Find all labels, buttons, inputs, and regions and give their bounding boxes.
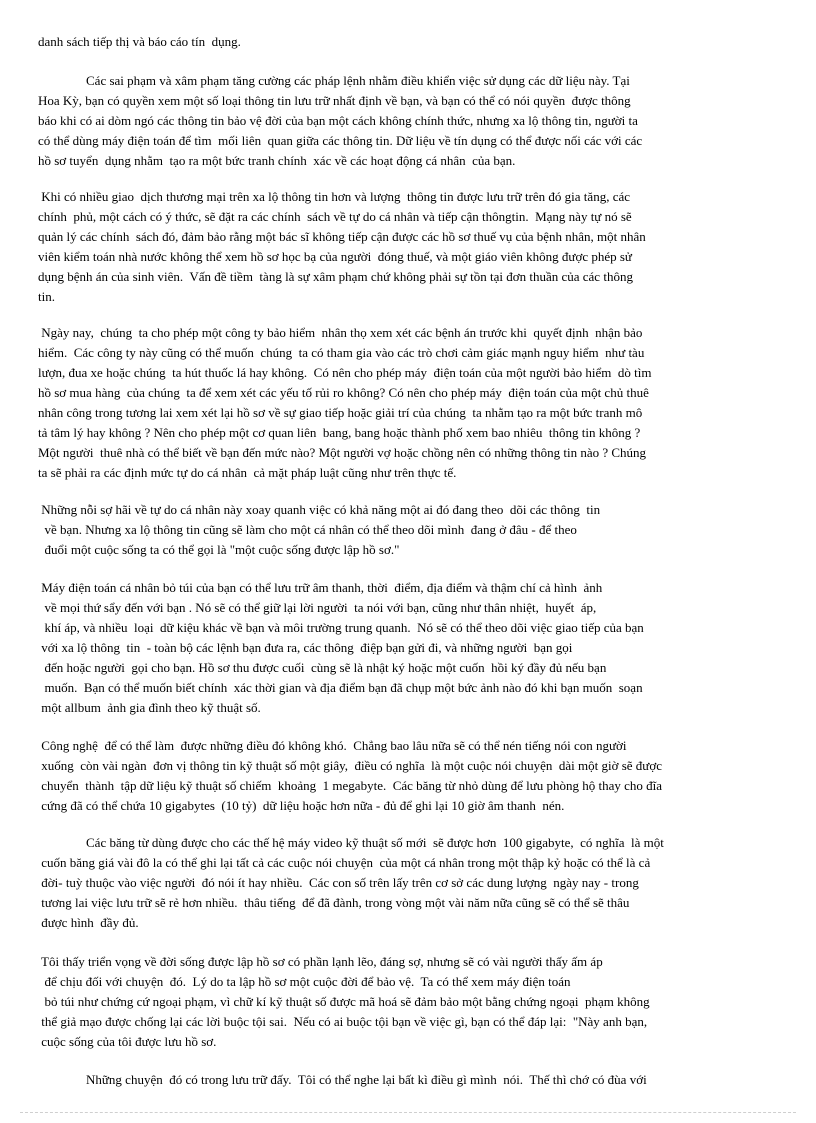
text-line: chính phủ, một cách có ý thức, sẽ đặt ra các chính sách về tự do cá nhân và tiếp cận thôngtin. Mạng này tự nó sẽ	[38, 209, 632, 224]
text-line: Các sai phạm và xâm phạm tăng cường các pháp lệnh nhằm điều khiển việc sử dụng các dữ liệu này. Tại	[86, 73, 630, 88]
text-line: thể giả mạo được chống lại các lời buộc tội sai. Nếu có ai buộc tội bạn về việc gì, bạn có thể đáp lại: "Này anh bạn,	[38, 1014, 648, 1029]
text-line: danh sách tiếp thị và báo cáo tín dụng.	[38, 34, 241, 49]
text-line: dụng bệnh án của sinh viên. Vấn đề tiềm tàng là sự xâm phạm chứ không phải sự tồn tại đơn thuần của các thông	[38, 269, 633, 284]
text-line: quản lý các chính sách đó, đảm bảo rằng một bác sĩ không tiếp cận được các hồ sơ thuế vụ của bệnh nhân, một nhân	[38, 229, 646, 244]
text-line: để chịu đối với chuyện đó. Lý do ta lập hồ sơ một cuộc đời để bảo vệ. Ta có thể xem máy điện toán	[38, 974, 571, 989]
text-line: đến hoặc người gọi cho bạn. Hồ sơ thu được cuối cùng sẽ là nhật ký hoặc một cuốn hồi ký đầy đủ nếu bạn	[38, 660, 607, 675]
text-line: bỏ túi như chứng cứ ngoại phạm, vì chữ kí kỹ thuật số được mã hoá sẽ đảm bảo một bằng chứng ngoại phạm không	[38, 994, 650, 1009]
text-line: Hoa Kỳ, bạn có quyền xem một số loại thông tin lưu trữ nhất định về bạn, và bạn có thể có nói quyền được thông	[38, 93, 631, 108]
text-line: được hình đầy đủ.	[38, 915, 139, 930]
text-line: Những nỗi sợ hãi về tự do cá nhân này xoay quanh việc có khả năng một ai đó đang theo dõi các thông tin	[38, 502, 601, 517]
text-line: khí áp, và nhiều loại dữ kiệu khác về bạn và môi trường trung quanh. Nó sẽ có thể theo dõi việc giao tiếp của bạn	[38, 620, 644, 635]
text-line: với xa lộ thông tin - toàn bộ các lệnh bạn đưa ra, các thông điệp bạn gửi đi, và những người bạn gọi	[38, 640, 573, 655]
text-line: hồ sơ mua hàng của chúng ta để xem xét các yếu tố rủi ro không? Có nên cho phép máy điện toán của một chủ thuê	[38, 385, 649, 400]
text-line: một allbum ảnh gia đình theo kỹ thuật số.	[38, 700, 261, 715]
text-line: tin.	[38, 289, 55, 304]
text-line: lượn, đua xe hoặc chúng ta hút thuốc lá hay không. Có nên cho phép máy điện toán của một người bảo hiểm dò tìm	[38, 365, 652, 380]
text-line: nhân công trong tương lai xem xét lại hồ sơ về sự giao tiếp hoặc giải trí của chúng ta nhằm tạo ra một bức tranh mô	[38, 405, 643, 420]
text-line: Những chuyện đó có trong lưu trữ đấy. Tôi có thể nghe lại bất kì điều gì mình nói. Thế thì chớ có đùa với	[86, 1072, 647, 1087]
text-line: đời- tuỳ thuộc vào việc người đó nói ít hay nhiều. Các con số trên lấy trên cơ sở các dung lượng ngày nay - trong	[38, 875, 639, 890]
text-line: muốn. Bạn có thể muốn biết chính xác thời gian và địa điểm bạn đã chụp một bức ảnh nào đó khi bạn muốn soạn	[38, 680, 643, 695]
text-line: xuống còn vài ngàn đơn vị thông tin kỹ thuật số một giây, điều có nghĩa là một cuộc nói chuyện dài một giờ sẽ được	[38, 758, 662, 773]
text-line: Tôi thấy triển vọng về đời sống được lập hồ sơ có phần lạnh lẽo, đáng sợ, nhưng sẽ có vài người thấy ấm áp	[38, 954, 603, 969]
text-line: hiểm. Các công ty này cũng có thể muốn chúng ta có tham gia vào các trò chơi cảm giác mạnh nguy hiểm như tàu	[38, 345, 645, 360]
text-line: tả tâm lý hay không ? Nên cho phép một cơ quan liên bang, bang hoặc thành phố xem bao nhiêu thông tin không ?	[38, 425, 641, 440]
text-line: Một người thuê nhà có thể biết về bạn đến mức nào? Một người vợ hoặc chồng nên có những thông tin nào ? Chúng	[38, 445, 647, 460]
page-bottom-divider	[20, 1112, 796, 1113]
text-line: ta sẽ phải ra các định mức tự do cá nhân cả mặt pháp luật cũng như trên thực tế.	[38, 465, 457, 480]
text-line: cuốn băng giá vài đô la có thể ghi lại tất cả các cuộc nói chuyện của một cá nhân trong một thập kỷ hoặc có thể là cả	[38, 855, 651, 870]
text-line: đuổi một cuộc sống ta có thể gọi là "một cuộc sống được lập hồ sơ."	[38, 542, 400, 557]
text-line: có thể dùng máy điện toán để tìm mối liên quan giữa các thông tin. Dữ liệu về tín dụng có thể được nối các với các	[38, 133, 643, 148]
text-line: Khi có nhiều giao dịch thương mại trên xa lộ thông tin hơn và lượng thông tin được lưu trữ trên đó gia tăng, các	[38, 189, 631, 204]
text-line: Máy điện toán cá nhân bỏ túi của bạn có thể lưu trữ âm thanh, thời điểm, địa điểm và thậm chí cả hình ảnh	[38, 580, 603, 595]
text-line: Ngày nay, chúng ta cho phép một công ty bảo hiểm nhân thọ xem xét các bệnh án trước khi quyết định nhận bảo	[38, 325, 643, 340]
text-line: chuyển thành tập dữ liệu kỹ thuật số chiếm khoảng 1 megabyte. Các băng từ nhỏ dùng để lưu phòng hộ thay cho đĩa	[38, 778, 663, 793]
text-line: tương lai việc lưu trữ sẽ rẻ hơn nhiều. thâu tiếng để đã đành, trong vòng một vài năm nữa cũng sẽ có thể sẽ thâu	[38, 895, 630, 910]
text-line: báo khi có ai dòm ngó các thông tin bảo vệ đời của bạn một cách không chính thức, nhưng xa lộ thông tin, người ta	[38, 113, 638, 128]
text-line: cứng đã có thể chứa 10 gigabytes (10 tỷ) dữ liệu hoặc hơn nữa - đủ để ghi lại 10 giờ âm thanh nén.	[38, 798, 565, 813]
text-line: hồ sơ tuyển dụng nhằm tạo ra một bức tranh chính xác về các hoạt động cá nhân của bạn.	[38, 153, 516, 168]
text-line: Công nghệ để có thể làm được những điều đó không khó. Chẳng bao lâu nữa sẽ có thể nén tiếng nói con người	[38, 738, 627, 753]
text-line: về bạn. Nhưng xa lộ thông tin cũng sẽ làm cho một cá nhân có thể theo dõi mình đang ở đâu - để theo	[38, 522, 577, 537]
text-line: Các băng từ dùng được cho các thế hệ máy video kỹ thuật số mới sẽ được hơn 100 gigabyte, có nghĩa là một	[86, 835, 664, 850]
text-line: về mọi thứ sẩy đến với bạn . Nó sẽ có thể giữ lại lời người ta nói với bạn, cũng như thân nhiệt, huyết áp,	[38, 600, 597, 615]
text-line: cuộc sống của tôi được lưu hồ sơ.	[38, 1034, 217, 1049]
text-line: viên kiểm toán nhà nước không thể xem hồ sơ học bạ của người đóng thuế, và một giáo viên không được phép sử	[38, 249, 632, 264]
